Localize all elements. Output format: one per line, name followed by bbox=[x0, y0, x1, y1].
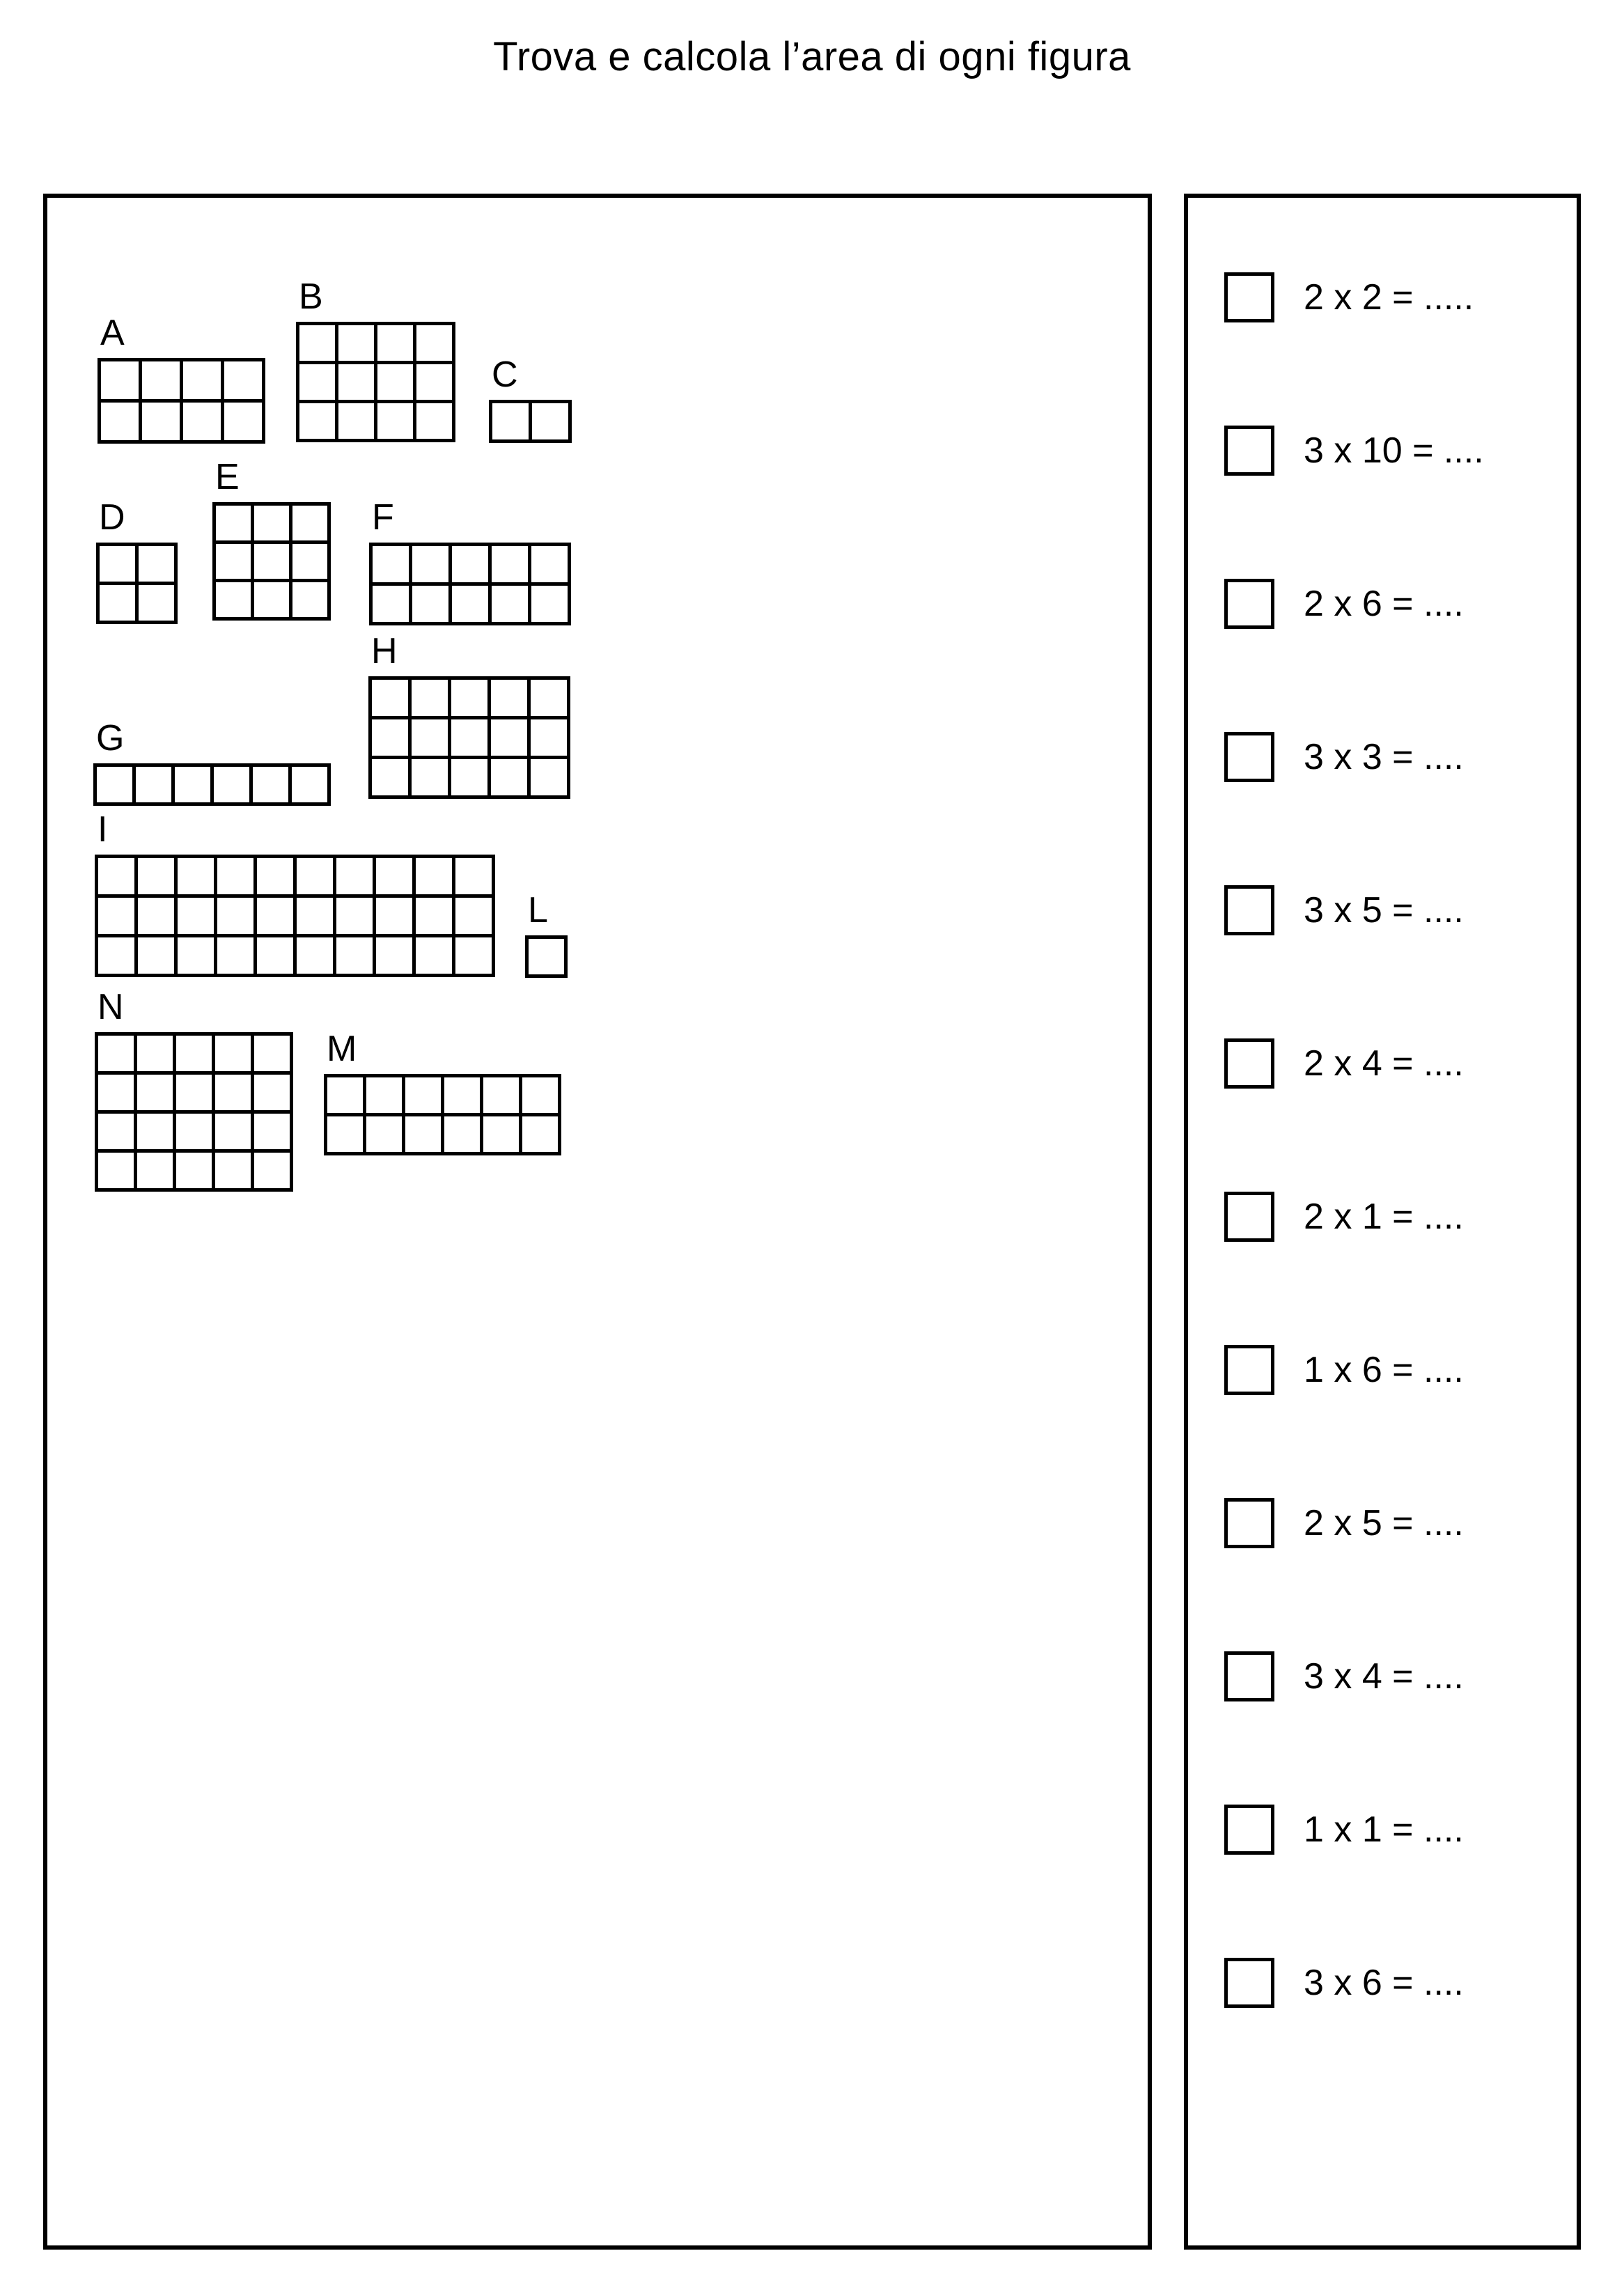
grid-cell bbox=[531, 719, 570, 759]
grid-cell bbox=[216, 506, 254, 544]
operations-panel bbox=[1184, 194, 1581, 2250]
answer-checkbox[interactable] bbox=[1224, 1192, 1274, 1242]
figure-b bbox=[296, 276, 455, 442]
operation-row[interactable] bbox=[1224, 1800, 1464, 1860]
grid-cell bbox=[216, 544, 254, 582]
grid-cell bbox=[217, 937, 257, 977]
operation-label: 3 x 3 = .... bbox=[1304, 737, 1464, 777]
grid-cell bbox=[416, 858, 455, 898]
grid-cell bbox=[483, 1077, 522, 1116]
figure-label: I bbox=[97, 809, 108, 850]
grid-cell bbox=[297, 937, 336, 977]
operation-row[interactable] bbox=[1224, 1187, 1464, 1247]
page-title: Trova e calcola l’area di ogni figura bbox=[493, 34, 1131, 79]
operation-label: 2 x 4 = .... bbox=[1304, 1043, 1464, 1084]
operation-row[interactable] bbox=[1224, 1034, 1464, 1093]
operation-label: 2 x 6 = .... bbox=[1304, 584, 1464, 624]
grid-cell bbox=[531, 546, 571, 586]
figure-grid bbox=[212, 502, 331, 621]
grid-cell bbox=[338, 403, 377, 442]
grid-cell bbox=[178, 898, 217, 937]
grid-cell bbox=[376, 858, 416, 898]
grid-cell bbox=[257, 937, 297, 977]
grid-cell bbox=[297, 898, 336, 937]
grid-cell bbox=[98, 1153, 137, 1192]
answer-checkbox[interactable] bbox=[1224, 579, 1274, 629]
grid-cell bbox=[377, 325, 416, 364]
grid-cell bbox=[216, 582, 254, 621]
operation-label: 2 x 1 = .... bbox=[1304, 1197, 1464, 1237]
grid-cell bbox=[373, 586, 412, 625]
answer-checkbox[interactable] bbox=[1224, 1651, 1274, 1701]
grid-cell bbox=[139, 585, 178, 624]
grid-cell bbox=[297, 858, 336, 898]
grid-cell bbox=[416, 898, 455, 937]
grid-cell bbox=[292, 506, 331, 544]
grid-cell bbox=[492, 546, 531, 586]
grid-cell bbox=[217, 898, 257, 937]
figure-label: G bbox=[96, 718, 125, 758]
grid-cell bbox=[412, 759, 451, 799]
grid-cell bbox=[299, 364, 338, 403]
figure-h bbox=[368, 631, 570, 799]
figure-a bbox=[97, 313, 265, 444]
figure-label: M bbox=[327, 1029, 357, 1069]
figure-label: L bbox=[528, 890, 548, 930]
answer-checkbox[interactable] bbox=[1224, 1958, 1274, 2008]
grid-cell bbox=[292, 582, 331, 621]
operation-row[interactable] bbox=[1224, 880, 1464, 940]
figure-label: E bbox=[215, 457, 240, 497]
figure-grid bbox=[296, 322, 455, 442]
grid-cell bbox=[178, 937, 217, 977]
grid-cell bbox=[137, 1114, 176, 1153]
grid-cell bbox=[492, 586, 531, 625]
grid-cell bbox=[336, 937, 376, 977]
operation-row[interactable] bbox=[1224, 574, 1464, 634]
grid-cell bbox=[491, 759, 531, 799]
grid-cell bbox=[98, 1114, 137, 1153]
grid-cell bbox=[137, 1036, 176, 1075]
grid-cell bbox=[372, 759, 412, 799]
grid-cell bbox=[215, 1075, 254, 1114]
grid-cell bbox=[97, 767, 136, 806]
grid-cell bbox=[366, 1077, 405, 1116]
grid-cell bbox=[299, 325, 338, 364]
figure-grid bbox=[369, 543, 571, 625]
operation-label: 3 x 6 = .... bbox=[1304, 1963, 1464, 2003]
figure-grid bbox=[95, 1032, 293, 1192]
grid-cell bbox=[101, 403, 142, 444]
operation-row[interactable] bbox=[1224, 421, 1484, 481]
grid-cell bbox=[139, 546, 178, 585]
figures-panel bbox=[43, 194, 1152, 2250]
grid-cell bbox=[338, 325, 377, 364]
figure-f bbox=[369, 497, 571, 625]
operation-label: 3 x 4 = .... bbox=[1304, 1656, 1464, 1697]
figure-grid bbox=[324, 1074, 561, 1155]
grid-cell bbox=[100, 546, 139, 585]
figure-label: H bbox=[371, 631, 398, 671]
grid-cell bbox=[376, 937, 416, 977]
grid-cell bbox=[176, 1153, 215, 1192]
figure-label: A bbox=[100, 313, 125, 353]
grid-cell bbox=[416, 403, 455, 442]
operation-row[interactable] bbox=[1224, 267, 1474, 327]
grid-cell bbox=[137, 1153, 176, 1192]
figure-grid bbox=[525, 935, 568, 978]
operation-label: 2 x 5 = .... bbox=[1304, 1503, 1464, 1543]
operation-row[interactable] bbox=[1224, 1646, 1464, 1706]
grid-cell bbox=[257, 858, 297, 898]
grid-cell bbox=[142, 403, 183, 444]
grid-cell bbox=[455, 858, 495, 898]
grid-cell bbox=[444, 1077, 483, 1116]
grid-cell bbox=[138, 858, 178, 898]
operation-label: 3 x 10 = .... bbox=[1304, 430, 1484, 471]
grid-cell bbox=[178, 858, 217, 898]
figure-l bbox=[525, 890, 568, 978]
grid-cell bbox=[455, 937, 495, 977]
grid-cell bbox=[366, 1116, 405, 1155]
grid-cell bbox=[338, 364, 377, 403]
grid-cell bbox=[529, 939, 568, 978]
grid-cell bbox=[257, 898, 297, 937]
operation-label: 1 x 6 = .... bbox=[1304, 1350, 1464, 1390]
figure-c bbox=[489, 355, 572, 443]
grid-cell bbox=[452, 546, 492, 586]
grid-cell bbox=[175, 767, 214, 806]
answer-checkbox[interactable] bbox=[1224, 732, 1274, 782]
grid-cell bbox=[253, 767, 292, 806]
grid-cell bbox=[254, 582, 292, 621]
grid-cell bbox=[452, 586, 492, 625]
figure-grid bbox=[93, 763, 331, 806]
grid-cell bbox=[412, 546, 452, 586]
grid-cell bbox=[183, 403, 224, 444]
grid-cell bbox=[455, 898, 495, 937]
grid-cell bbox=[183, 361, 224, 403]
figure-label: N bbox=[97, 987, 124, 1027]
grid-cell bbox=[138, 937, 178, 977]
grid-cell bbox=[142, 361, 183, 403]
grid-cell bbox=[292, 767, 331, 806]
grid-cell bbox=[254, 544, 292, 582]
grid-cell bbox=[451, 759, 491, 799]
figure-g bbox=[93, 718, 331, 806]
grid-cell bbox=[372, 680, 412, 719]
grid-cell bbox=[531, 586, 571, 625]
grid-cell bbox=[254, 1075, 293, 1114]
grid-cell bbox=[254, 1036, 293, 1075]
grid-cell bbox=[299, 403, 338, 442]
answer-checkbox[interactable] bbox=[1224, 1805, 1274, 1855]
answer-checkbox[interactable] bbox=[1224, 885, 1274, 935]
grid-cell bbox=[176, 1036, 215, 1075]
figure-label: C bbox=[492, 355, 518, 395]
grid-cell bbox=[101, 361, 142, 403]
grid-cell bbox=[224, 361, 265, 403]
grid-cell bbox=[224, 403, 265, 444]
grid-cell bbox=[136, 767, 175, 806]
grid-cell bbox=[176, 1075, 215, 1114]
operation-label: 1 x 1 = .... bbox=[1304, 1809, 1464, 1850]
operation-row[interactable] bbox=[1224, 1953, 1464, 2013]
grid-cell bbox=[254, 1114, 293, 1153]
grid-cell bbox=[416, 325, 455, 364]
grid-cell bbox=[412, 680, 451, 719]
grid-cell bbox=[416, 937, 455, 977]
grid-cell bbox=[138, 898, 178, 937]
figure-n bbox=[95, 987, 293, 1192]
figure-e bbox=[212, 457, 331, 621]
grid-cell bbox=[522, 1077, 561, 1116]
grid-cell bbox=[491, 719, 531, 759]
operation-label: 3 x 5 = .... bbox=[1304, 890, 1464, 930]
figure-grid bbox=[95, 855, 495, 977]
grid-cell bbox=[531, 759, 570, 799]
grid-cell bbox=[405, 1077, 444, 1116]
answer-checkbox[interactable] bbox=[1224, 272, 1274, 322]
figure-label: B bbox=[299, 276, 323, 317]
figure-label: F bbox=[372, 497, 394, 538]
grid-cell bbox=[98, 1036, 137, 1075]
figure-grid bbox=[489, 400, 572, 443]
figure-m bbox=[324, 1029, 561, 1155]
grid-cell bbox=[215, 1114, 254, 1153]
grid-cell bbox=[377, 403, 416, 442]
grid-cell bbox=[98, 937, 138, 977]
grid-cell bbox=[254, 506, 292, 544]
grid-cell bbox=[100, 585, 139, 624]
grid-cell bbox=[451, 680, 491, 719]
figure-d bbox=[96, 497, 178, 624]
grid-cell bbox=[377, 364, 416, 403]
answer-checkbox[interactable] bbox=[1224, 1498, 1274, 1548]
grid-cell bbox=[336, 898, 376, 937]
grid-cell bbox=[137, 1075, 176, 1114]
grid-cell bbox=[376, 898, 416, 937]
grid-cell bbox=[416, 364, 455, 403]
figure-grid bbox=[96, 543, 178, 624]
operation-label: 2 x 2 = ..... bbox=[1304, 277, 1474, 318]
grid-cell bbox=[327, 1077, 366, 1116]
grid-cell bbox=[98, 1075, 137, 1114]
grid-cell bbox=[531, 680, 570, 719]
grid-cell bbox=[532, 403, 572, 443]
answer-checkbox[interactable] bbox=[1224, 426, 1274, 476]
grid-cell bbox=[98, 858, 138, 898]
grid-cell bbox=[336, 858, 376, 898]
answer-checkbox[interactable] bbox=[1224, 1038, 1274, 1089]
grid-cell bbox=[373, 546, 412, 586]
grid-cell bbox=[176, 1114, 215, 1153]
figure-grid bbox=[97, 358, 265, 444]
figure-i bbox=[95, 809, 495, 977]
grid-cell bbox=[412, 719, 451, 759]
grid-cell bbox=[483, 1116, 522, 1155]
grid-cell bbox=[412, 586, 452, 625]
grid-cell bbox=[214, 767, 253, 806]
grid-cell bbox=[451, 719, 491, 759]
grid-cell bbox=[327, 1116, 366, 1155]
figure-grid bbox=[368, 676, 570, 799]
operation-row[interactable] bbox=[1224, 1493, 1464, 1553]
grid-cell bbox=[292, 544, 331, 582]
operation-row[interactable] bbox=[1224, 1340, 1464, 1400]
grid-cell bbox=[372, 719, 412, 759]
grid-cell bbox=[215, 1036, 254, 1075]
figure-label: D bbox=[99, 497, 125, 538]
grid-cell bbox=[98, 898, 138, 937]
grid-cell bbox=[217, 858, 257, 898]
grid-cell bbox=[254, 1153, 293, 1192]
grid-cell bbox=[492, 403, 532, 443]
operation-row[interactable] bbox=[1224, 727, 1464, 787]
grid-cell bbox=[215, 1153, 254, 1192]
grid-cell bbox=[491, 680, 531, 719]
grid-cell bbox=[522, 1116, 561, 1155]
grid-cell bbox=[405, 1116, 444, 1155]
grid-cell bbox=[444, 1116, 483, 1155]
answer-checkbox[interactable] bbox=[1224, 1345, 1274, 1395]
